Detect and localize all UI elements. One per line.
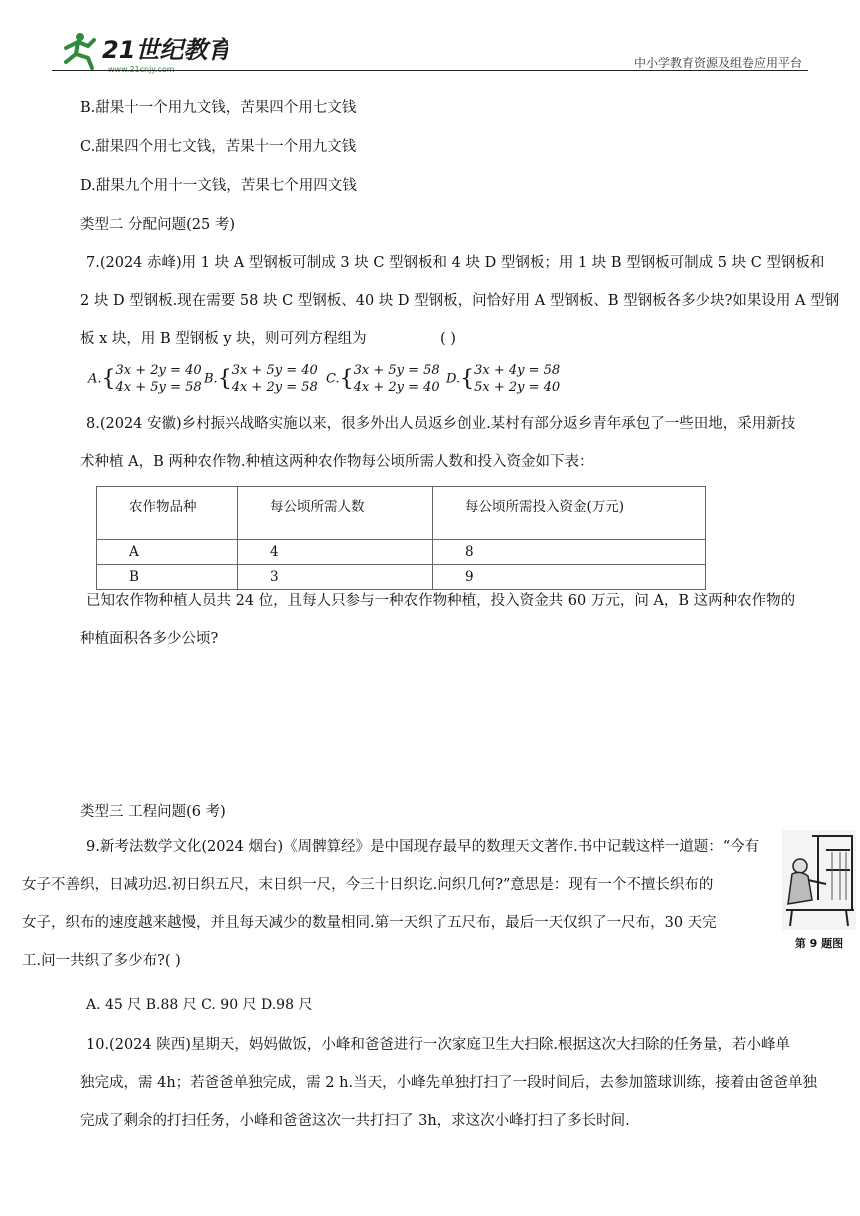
equation: 3x + 5y = 40 <box>231 363 318 378</box>
q8-line-2: 术种植 A，B 两种农作物.种植这两种农作物每公顷所需人数和投入资金如下表： <box>80 454 594 470</box>
q10-line-2: 独完成，需 4h；若爸爸单独完成，需 2 h.当天，小峰先单独打扫了一段时间后，去参加篮球训练，接着由爸爸单独 <box>80 1075 818 1091</box>
option-label: B. <box>204 371 218 387</box>
option-label: A. <box>88 371 102 387</box>
q7-line-3-text: 板 x 块，用 B 型钢板 y 块，则可列方程组为 <box>80 331 367 347</box>
q7-option-d: D.{3x + 4y = 58 5x + 2y = 40 <box>446 363 561 395</box>
q8-stem <box>80 405 808 481</box>
q6-option-b: B.甜果十一个用九文钱，苦果四个用七文钱 <box>80 100 357 116</box>
logo-url: www.21cnjy.com <box>108 65 175 74</box>
table-header-row <box>97 487 706 540</box>
q6-option-c: C.甜果四个用七文钱，苦果十一个用九文钱 <box>80 139 357 155</box>
header-divider <box>52 70 808 71</box>
equation: 4x + 2y = 40 <box>353 380 440 395</box>
q9-figure-caption: 第 9 题图 <box>794 937 844 950</box>
section-2-title: 类型二 分配问题(25 考) <box>80 217 235 233</box>
equation: 3x + 5y = 58 <box>353 363 440 378</box>
q7-option-c: C.{3x + 5y = 58 4x + 2y = 40 <box>326 363 440 395</box>
q9-line-2: 女子不善织，日减功迟.初日织五尺，末日织一尺，今三十日织讫.问织几何?”意思是：现有一个不擅长织布的 <box>22 877 714 893</box>
q8-line-4: 种植面积各多少公顷? <box>80 631 219 647</box>
q8-question <box>80 582 808 658</box>
equation: 4x + 5y = 58 <box>115 380 202 395</box>
table-header: 农作物品种 <box>97 487 238 540</box>
table-cell: 8 <box>433 540 706 565</box>
q9-line-1: 9.新考法数学文化(2024 烟台)《周髀算经》是中国现存最早的数理天文著作.书中记载这样一道题：“今有 <box>86 839 760 855</box>
q9-options: A. 45 尺 B.88 尺 C. 90 尺 D.98 尺 <box>86 997 313 1013</box>
q10-line-3: 完成了剩余的打扫任务，小峰和爸爸这次一共打扫了 3h，求这次小峰打扫了多长时间. <box>80 1113 630 1129</box>
runner-icon <box>66 33 94 68</box>
header-platform-text: 中小学教育资源及组卷应用平台 <box>633 56 802 70</box>
table-cell: 3 <box>238 565 433 590</box>
site-logo <box>58 28 228 76</box>
table-cell: 4 <box>238 540 433 565</box>
option-label: D. <box>446 371 461 387</box>
q10-line-1: 10.(2024 陕西)星期天，妈妈做饭，小峰和爸爸进行一次家庭卫生大扫除.根据这次大扫除的任务量，若小峰单 <box>86 1037 790 1053</box>
table-cell: B <box>97 565 238 590</box>
table-header: 每公顷所需人数 <box>238 487 433 540</box>
q7-line-1: 7.(2024 赤峰)用 1 块 A 型钢板可制成 3 块 C 型钢板和 4 块 D 型钢板；用 1 块 B 型钢板可制成 5 块 C 型钢板和 <box>86 255 825 271</box>
equation: 4x + 2y = 58 <box>231 380 318 395</box>
q7-line-2: 2 块 D 型钢板.现在需要 58 块 C 型钢板、40 块 D 型钢板，问恰好用 A 型钢板、B 型钢板各多少块?如果设用 A 型钢 <box>80 293 840 309</box>
equation: 5x + 2y = 40 <box>474 380 561 395</box>
crop-table <box>96 486 706 590</box>
q8-line-3: 已知农作物种植人员共 24 位，且每人只参与一种农作物种植，投入资金共 60 万元，问 A，B 这两种农作物的 <box>86 593 796 609</box>
q7-option-a: A.{3x + 2y = 40 4x + 5y = 58 <box>88 363 202 395</box>
q9-figure <box>782 830 856 948</box>
q6-option-d: D.甜果九个用十一文钱，苦果七个用四文钱 <box>80 178 357 194</box>
table-header: 每公顷所需投入资金(万元) <box>433 487 706 540</box>
q7-option-b: B.{3x + 5y = 40 4x + 2y = 58 <box>204 363 318 395</box>
logo-text: 21世纪教育 <box>102 36 228 64</box>
section-3-title: 类型三 工程问题(6 考) <box>80 804 226 820</box>
q9-line-4: 工.问一共织了多少布?( ) <box>22 953 181 969</box>
q9-stem <box>22 828 780 980</box>
q8-line-1: 8.(2024 安徽)乡村振兴战略实施以来，很多外出人员返乡创业.某村有部分返乡青年承包了一些田地，采用新技 <box>86 416 796 432</box>
weaving-woman-illustration <box>782 830 856 930</box>
q7-answer-bracket: ( ) <box>440 331 456 347</box>
q9-line-3: 女子，织布的速度越来越慢，并且每天减少的数量相同.第一天织了五尺布，最后一天仅织了一尺布，30 天完 <box>22 915 717 931</box>
q7-line-3 <box>80 320 808 358</box>
equation: 3x + 2y = 40 <box>115 363 202 378</box>
q7-stem <box>80 244 840 358</box>
q10-stem <box>80 1026 818 1140</box>
option-label: C. <box>326 371 340 387</box>
table-cell: A <box>97 540 238 565</box>
equation: 3x + 4y = 58 <box>474 363 561 378</box>
table-cell: 9 <box>433 565 706 590</box>
table-row <box>97 540 706 565</box>
